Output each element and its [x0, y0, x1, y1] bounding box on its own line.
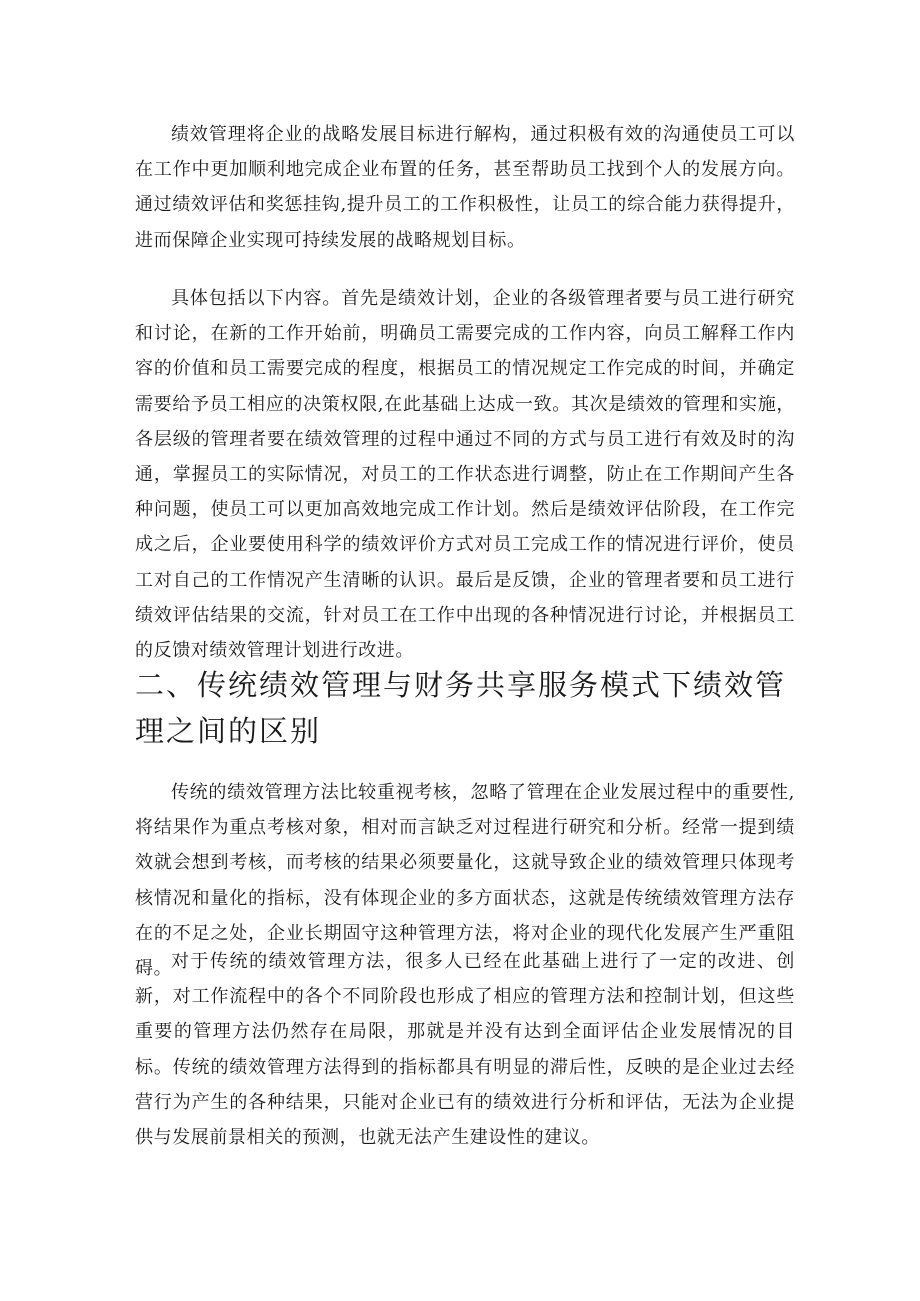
paragraph-performance-management-contents: 具体包括以下内容。首先是绩效计划，企业的各级管理者要与员工进行研究和讨论，在新的工作开始前，明确员工需要完成的工作内容，向员工解释工作内容的价值和员工需要完成的程度，根据员工的情况规定工作完成的时间，并确定需要给予员工相应的决策权限,在此基础上达成一致。其次是绩效的管理和实施，各层级的管理者要在绩效管理的过程中通过不同的方式与员工进行有效及时的沟通，掌握员工的实际情况，对员工的工作状态进行调整，防止在工作期间产生各种问题，使员工可以更加高效地完成工作计划。然后是绩效评估阶段，在工作完成之后，企业要使用科学的绩效评价方式对员工完成工作的情况进行评价，使员工对自己的工作情况产生清晰的认识。最后是反馈，企业的管理者要和员工进行绩效评估结果的交流，针对员工在工作中出现的各种情况进行讨论，并根据员工的反馈对绩效管理计划进行改进。: [135, 288, 795, 662]
paragraph-traditional-method-shortcomings: 传统的绩效管理方法比较重视考核，忽略了管理在企业发展过程中的重要性,将结果作为重点考核对象，相对而言缺乏对过程进行研究和分析。经常一提到绩效就会想到考核，而考核的结果必须要量化，这就导致企业的绩效管理只体现考核情况和量化的指标，没有体现企业的多方面状态，这就是传统绩效管理方法存在的不足之处，企业长期固守这种管理方法，将对企业的现代化发展产生严重阻碍。: [135, 782, 795, 980]
paragraph-performance-management-overview: 绩效管理将企业的战略发展目标进行解构，通过积极有效的沟通使员工可以在工作中更加顺利地完成企业布置的任务，甚至帮助员工找到个人的发展方向。通过绩效评估和奖惩挂钩,提升员工的工作积极性，让员工的综合能力获得提升，进而保障企业实现可持续发展的战略规划目标。: [135, 124, 795, 251]
section-heading: 二、传统绩效管理与财务共享服务模式下绩效管理之间的区别: [135, 668, 787, 748]
paragraph-traditional-method-limitations: 对于传统的绩效管理方法，很多人已经在此基础上进行了一定的改进、创新，对工作流程中的各个不同阶段也形成了相应的管理方法和控制计划，但这些重要的管理方法仍然存在局限，那就是并没有达到全面评估企业发展情况的目标。传统的绩效管理方法得到的指标都具有明显的滞后性，反映的是企业过去经营行为产生的各种结果，只能对企业已有的绩效进行分析和评估，无法为企业提供与发展前景相关的预测，也就无法产生建设性的建议。: [135, 951, 795, 1149]
